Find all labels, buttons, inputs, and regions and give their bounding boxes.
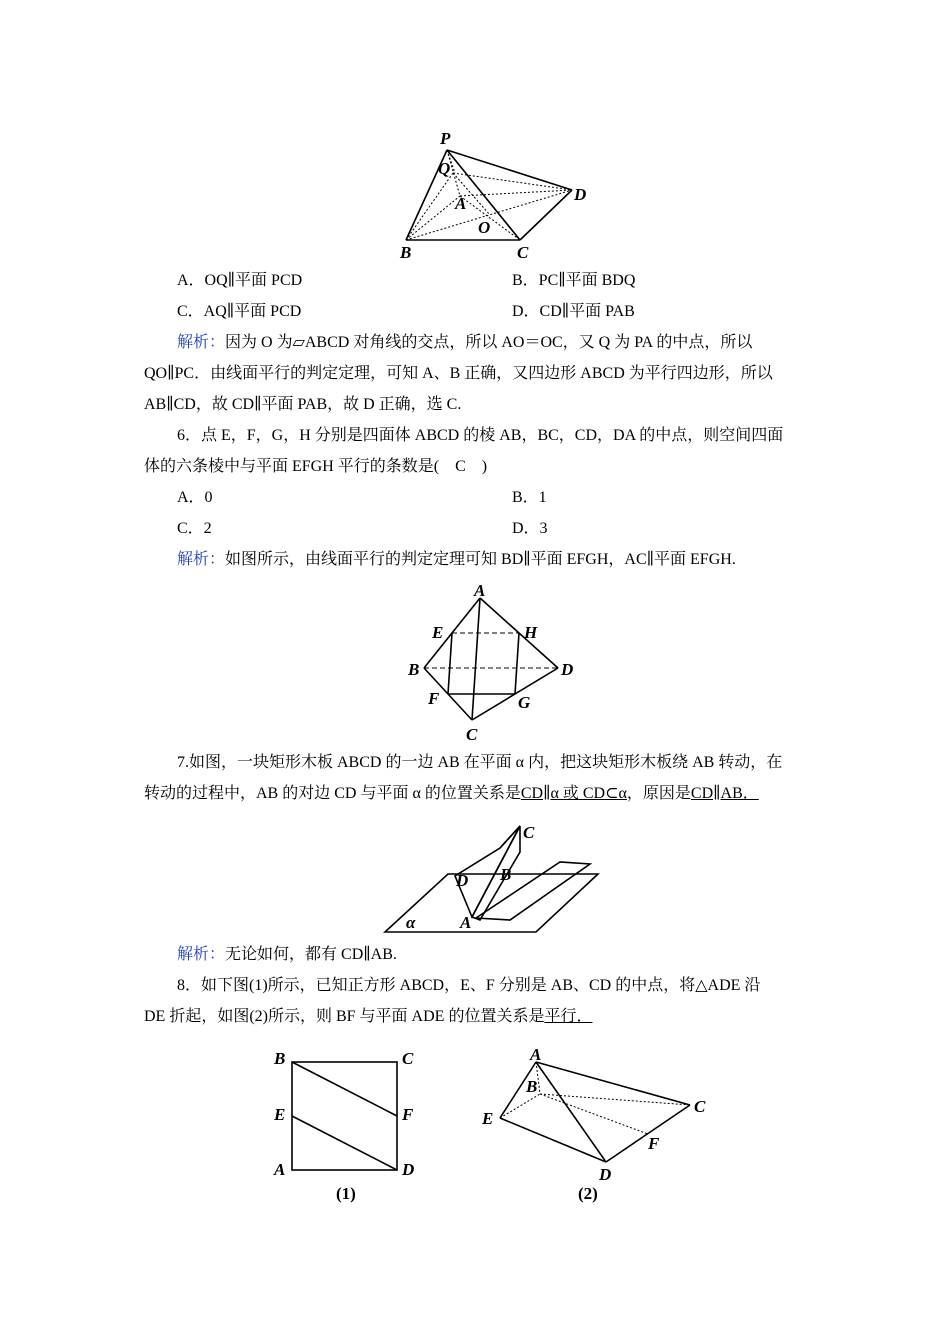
q5-analysis-line-3: AB∥CD，故 CD∥平面 PAB，故 D 正确，选 C. <box>144 396 462 413</box>
q6-option-d: D．3 <box>512 520 548 537</box>
label-d: D <box>456 871 469 890</box>
q6-text-line-2: 体的六条棱中与平面 EFGH 平行的条数是( C ) <box>144 458 488 475</box>
label-c: C <box>517 243 529 262</box>
analysis-label: 解析： <box>177 334 226 351</box>
label-e: E <box>432 623 444 642</box>
label-f: F <box>402 1105 414 1124</box>
q7-answer-2: CD∥AB． <box>690 785 759 802</box>
label-p: P <box>440 129 451 148</box>
label-f: F <box>428 689 440 708</box>
caption-1: (1) <box>336 1184 356 1203</box>
label-o: O <box>478 218 491 237</box>
q5-analysis-line-2: QO∥PC．由线面平行的判定定理，可知 A、B 正确，又四边形 ABCD 为平行四边形，所以 <box>144 365 773 382</box>
q7-text-line-2: 转动的过程中，AB 的对边 CD 与平面 α 的位置关系是CD∥α 或 CD⊂α，原因是CD∥AB． <box>144 785 759 802</box>
label-d: D <box>561 660 574 679</box>
label-e: E <box>482 1109 494 1128</box>
q5-option-c: C．AQ∥平面 PCD <box>177 303 302 320</box>
label-a: A <box>274 1160 286 1179</box>
label-c: C <box>523 823 535 842</box>
label-b: B <box>526 1077 538 1096</box>
label-g: G <box>518 693 531 712</box>
label-q: Q <box>438 159 451 178</box>
label-b: B <box>400 243 412 262</box>
label-a: A <box>455 194 467 213</box>
q5-option-d: D．CD∥平面 PAB <box>512 303 635 320</box>
q6-option-b: B．1 <box>512 489 547 506</box>
q8-text-line-1: 8．如下图(1)所示，已知正方形 ABCD，E、F 分别是 AB、CD 的中点，将△ADE 沿 <box>177 977 761 994</box>
label-c: C <box>466 725 478 744</box>
label-c: C <box>402 1049 414 1068</box>
analysis-label: 解析： <box>177 551 226 568</box>
label-a: A <box>530 1045 542 1064</box>
label-e: E <box>274 1105 286 1124</box>
label-alpha: α <box>406 913 416 932</box>
q8-answer: 平行． <box>544 1008 593 1025</box>
label-a: A <box>474 581 486 600</box>
label-a: A <box>460 913 472 932</box>
label-b: B <box>408 660 420 679</box>
label-d: D <box>574 185 587 204</box>
caption-2: (2) <box>578 1184 598 1203</box>
q5-option-b: B．PC∥平面 BDQ <box>512 272 636 289</box>
label-f: F <box>648 1134 660 1153</box>
q5-option-a: A．OQ∥平面 PCD <box>177 272 303 289</box>
q6-option-a: A．0 <box>177 489 213 506</box>
analysis-label: 解析： <box>177 946 226 963</box>
label-c: C <box>694 1097 706 1116</box>
q8-text-line-2: DE 折起，如图(2)所示，则 BF 与平面 ADE 的位置关系是平行． <box>144 1008 593 1025</box>
label-h: H <box>524 623 538 642</box>
q6-option-c: C．2 <box>177 520 212 537</box>
q6-text-line-1: 6．点 E，F，G，H 分别是四面体 ABCD 的棱 AB，BC，CD，DA 的中点，则空间四面 <box>177 427 784 444</box>
q7-analysis-line-1: 解析：无论如何，都有 CD∥AB. <box>177 946 397 963</box>
label-b: B <box>274 1049 286 1068</box>
label-b: B <box>500 865 512 884</box>
q7-answer-1: CD∥α 或 CD⊂α <box>520 785 627 802</box>
label-d: D <box>402 1160 415 1179</box>
q7-text-line-1: 7.如图，一块矩形木板 ABCD 的一边 AB 在平面 α 内，把这块矩形木板绕 AB 转动，在 <box>177 754 783 771</box>
q6-analysis-line-1: 解析：如图所示，由线面平行的判定定理可知 BD∥平面 EFGH，AC∥平面 EFGH. <box>177 551 736 568</box>
q5-analysis-line-1: 解析：因为 O 为▱ABCD 对角线的交点，所以 AO＝OC，又 Q 为 PA 的中点，所以 <box>177 334 753 351</box>
label-d: D <box>599 1165 612 1184</box>
